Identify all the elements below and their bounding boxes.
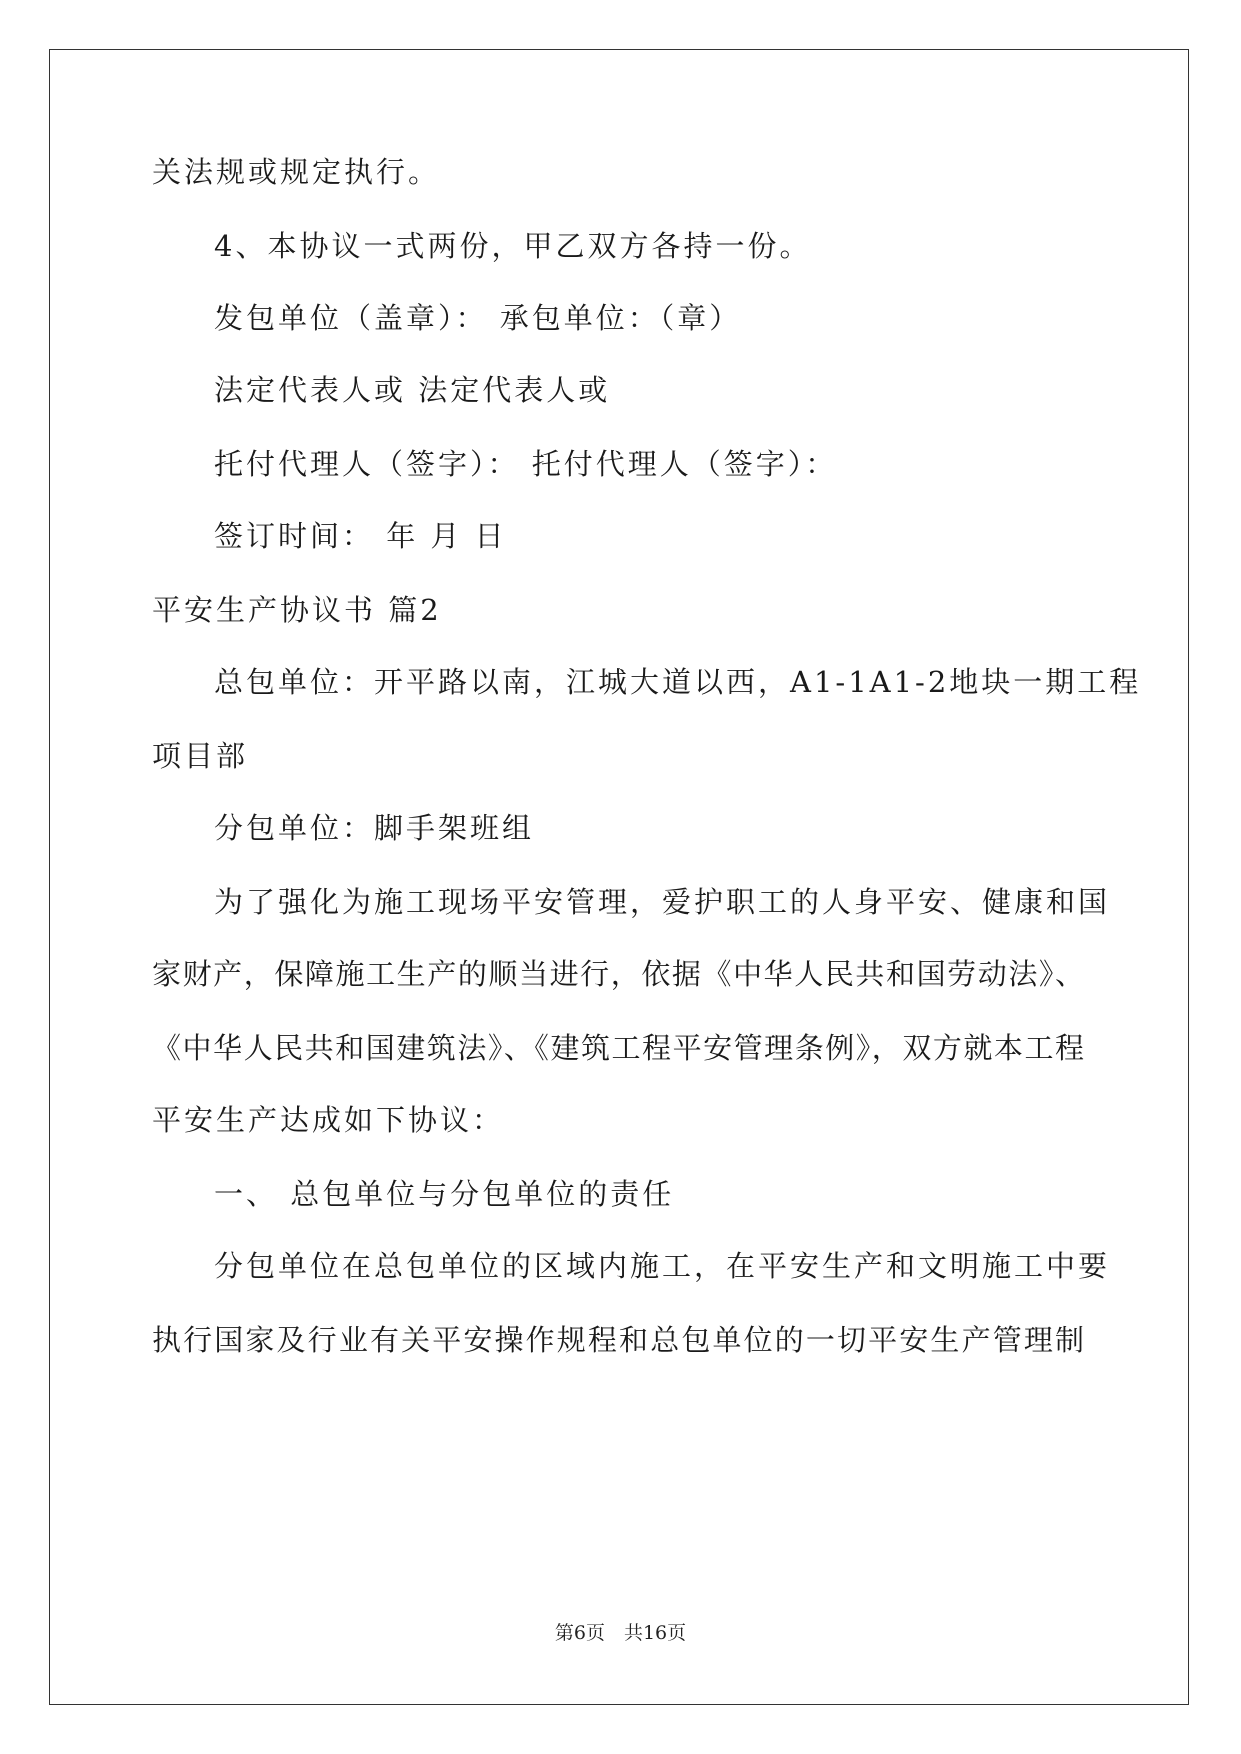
text-line: 签订时间： 年 月 日 (214, 519, 507, 553)
text-line: 为了强化为施工现场平安管理，爱护职工的人身平安、健康和国 (214, 885, 1111, 919)
text-line: 《中华人民共和国建筑法》、《建筑工程平安管理条例》，双方就本工程 (152, 1031, 1084, 1065)
text-line: 法定代表人或 法定代表人或 (214, 373, 611, 407)
text-line: 分包单位：脚手架班组 (214, 811, 535, 845)
text-line: 分包单位在总包单位的区域内施工，在平安生产和文明施工中要 (214, 1249, 1111, 1283)
section-heading: 平安生产协议书 篇2 (152, 593, 442, 627)
text-line: 总包单位：开平路以南，江城大道以西，A1-1A1-2地块一期工程 (214, 665, 1142, 699)
text-line: 项目部 (152, 739, 249, 773)
text-line: 执行国家及行业有关平安操作规程和总包单位的一切平安生产管理制 (152, 1323, 1084, 1357)
text-line: 关法规或规定执行。 (152, 155, 441, 189)
text-line: 家财产，保障施工生产的顺当进行，依据《中华人民共和国劳动法》、 (152, 957, 1084, 991)
text-line: 托付代理人（签字）： 托付代理人（签字）： (214, 447, 838, 481)
text-line: 发包单位（盖章）： 承包单位：（章） (214, 301, 742, 335)
text-line: 4、本协议一式两份，甲乙双方各持一份。 (214, 229, 812, 263)
page-number: 第6页 共16页 (554, 1622, 687, 1644)
text-line: 一、 总包单位与分包单位的责任 (214, 1177, 675, 1211)
text-line: 平安生产达成如下协议： (152, 1103, 505, 1137)
